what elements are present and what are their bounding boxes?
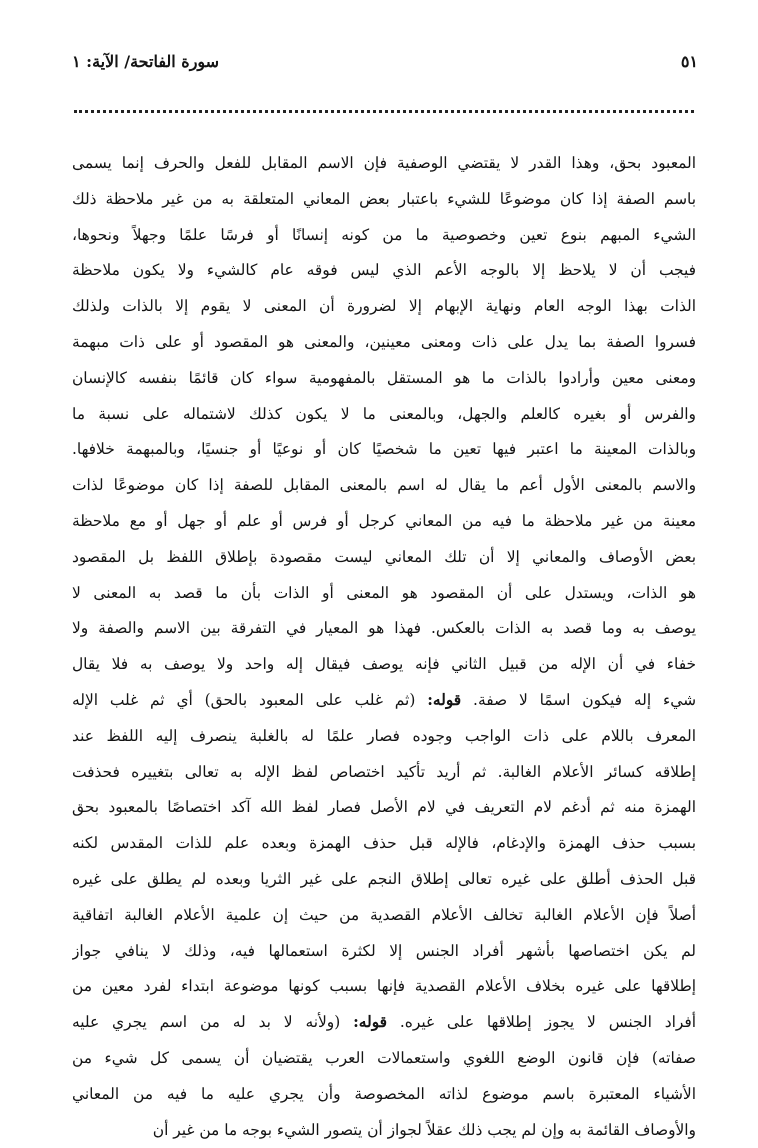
text-line: الشيء المبهم بنوع تعين وخصوصية ما من كونه إنسانًا أو فرسًا علمًا وجهلاً ونحوها، [72, 225, 696, 244]
text-line: باسم الصفة إذا كان موضوعًا للشيء باعتبار بعض المعاني المتعلقة به من غير ملاحظة ذلك [72, 189, 696, 208]
text-line: أصلاً فإن الأعلام الغالبة تخالف الأعلام القصدية من حيث إن علمية الأعلام الغالبة اتفاقية [72, 905, 696, 924]
text-line: إطلاقها على غيره بخلاف الأعلام القصدية فإنها بسبب كونها موضوعة ابتداء لفرد معين من [72, 977, 696, 996]
text-line: لم يكن اختصاصها بأشهر أفراد الجنس إلا لكثرة استعمالها فيه، وذلك لا ينافي جواز [72, 941, 696, 960]
text-line: بعض الأوصاف والمعاني إلا أن تلك المعاني ليست مقصودة بإطلاق اللفظ بل المقصود [72, 547, 696, 566]
dotted-separator [74, 110, 694, 113]
text-line: وبالذات المعينة ما اعتبر فيها تعين ما شخصيًا كان أو نوعيًا أو جنسيًا، وبالمبهمة خلافها. [72, 440, 696, 459]
text-line: صفاته) فإن قانون الوضع اللغوي واستعمالات العرب يقتضيان أن يسمى كل شيء من [72, 1048, 696, 1067]
commentary-marker: قوله: [427, 690, 462, 709]
text-line [72, 683, 696, 719]
text-line: الأشياء المعتبرة باسم موضوع لذاته المخصوصة وأن يجري عليه ما فيه من المعاني [72, 1084, 696, 1103]
text-line: هو الذات، ويستدل على أن المقصود هو المعنى أو الذات بأن ما قصد به المعنى لا [72, 583, 696, 602]
text-line: بسبب حذف الهمزة والإدغام، فالإله قبل حذف الهمزة وبعده علم للذات المقدس لكنه [72, 834, 696, 853]
line-segment: (ثم غلب على المعبود بالحق) أي ثم غلب الإله [72, 690, 428, 709]
page-header [72, 46, 698, 76]
body-text [72, 146, 696, 1148]
running-head: سورة الفاتحة/ الآية: ١ [72, 51, 220, 71]
text-line: الهمزة منه ثم أدغم لام التعريف في لام الأصل فصار لفظ الله آكد اختصاصًا بالمعبود بحق [72, 798, 696, 817]
text-line: فيجب أن لا يلاحظ إلا بالوجه الأعم الذي ليس فوقه عام كالشيء ولا يكون ملاحظة [72, 261, 696, 280]
text-line: خفاء في أن الإله من قبيل الثاني فإنه يوصف فيقال إله واحد ولا يوصف به فلا يقال [72, 655, 696, 674]
text-line: الذات بهذا الوجه العام ونهاية الإبهام إلا لضرورة أن المعنى لا يقوم إلا بالذات ولذلك [72, 297, 696, 316]
text-line: المعبود بحق، وهذا القدر لا يقتضي الوصفية فإن الاسم المقابل للفعل والحرف إنما يسمى [72, 154, 696, 172]
text-line: فسروا الصفة بما يدل على ذات ومعنى معينين، والمعنى هو المقصود أو على ذات مبهمة [72, 332, 696, 351]
text-line: والفرس أو بغيره كالعلم والجهل، وبالمعنى ما لا يكون كذلك لاشتماله على نسبة ما [72, 404, 696, 423]
commentary-marker: قوله: [353, 1013, 388, 1032]
page-number: ٥١ [680, 51, 698, 71]
line-segment: (ولأنه لا بد له من اسم يجري عليه [72, 1013, 354, 1032]
text-line: إطلاقه كسائر الأعلام الغالبة. ثم أريد تأكيد اختصاص لفظ الإله به تعالى بتغييره فحذفت [72, 762, 696, 781]
text-line [72, 1005, 696, 1041]
text-line: قبل الحذف أطلق على غيره تعالى إطلاق النجم على غير الثريا وبعده لم يطلق على غيره [72, 869, 696, 888]
text-line: والأوصاف القائمة به وإن لم يجب ذلك عقلاً لجواز أن يتصور الشيء بوجه ما من غير أن [152, 1120, 696, 1139]
text-line: معينة من غير ملاحظة ما فيه من المعاني كرجل أو فرس أو علم أو جهل أو مع ملاحظة [72, 511, 696, 530]
text-line: والاسم بالمعنى الأول أعم ما يقال له اسم بالمعنى المقابل للصفة إذا كان موضوعًا لذات [72, 476, 696, 495]
line-segment: شيء إله فيكون اسمًا لا صفة. [461, 690, 696, 709]
text-line: ومعنى معين وأرادوا بالذات ما هو المستقل بالمفهومية سواء كان قائمًا بنفسه كالإنسان [72, 368, 696, 387]
text-line: المعرف باللام على ذات الواجب وجوده فصار علمًا له بالغلبة ينصرف إليه اللفظ عند [72, 726, 696, 745]
line-segment: أفراد الجنس لا يجوز إطلاقها على غيره. [387, 1013, 696, 1032]
text-line: يوصف به وما قصد به الذات بالعكس. فهذا هو المعيار في التفرقة بين الاسم والصفة ولا [72, 619, 696, 638]
